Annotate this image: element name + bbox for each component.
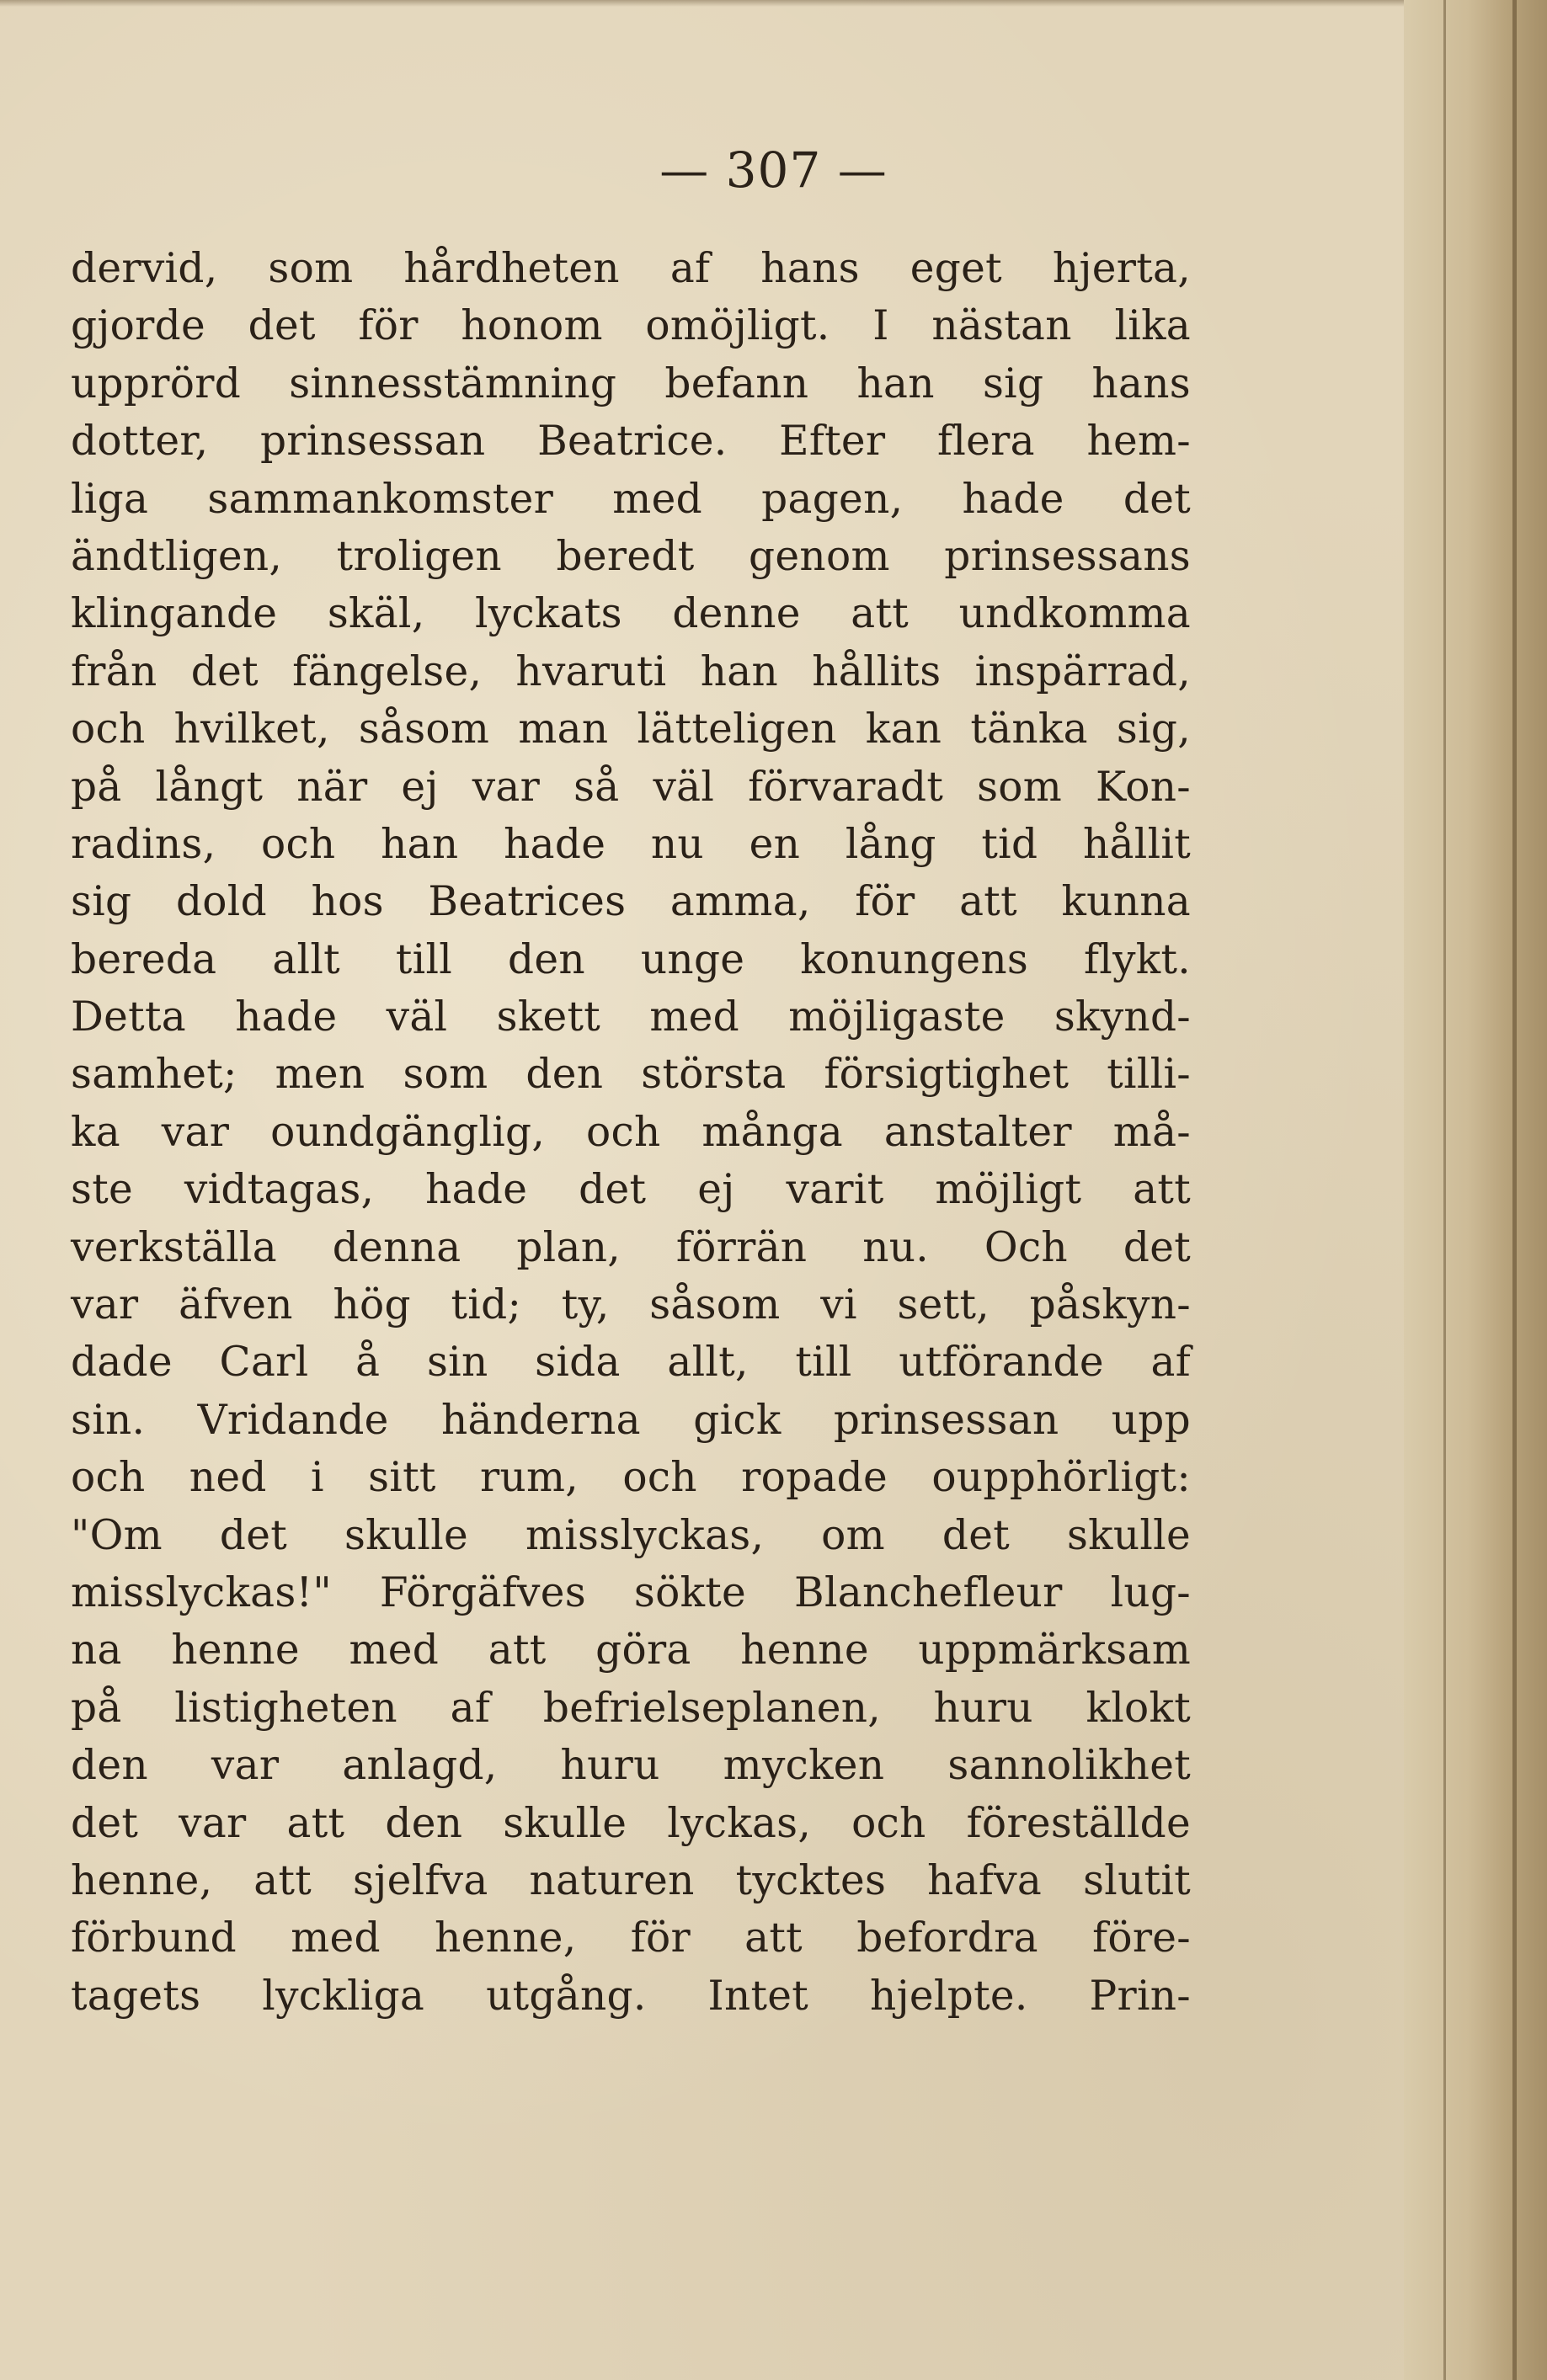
text-line: "Om det skulle misslyckas, om det skulle <box>71 1511 1191 1559</box>
text-line: ka var oundgänglig, och många anstalter må- <box>71 1108 1191 1156</box>
gutter-fold-line <box>1443 0 1446 2380</box>
text-line: dotter, prinsessan Beatrice. Efter flera hem- <box>71 418 1191 466</box>
text-line: bereda allt till den unge konungens flykt. <box>71 935 1191 983</box>
text-line: det var att den skulle lyckas, och föreställde <box>71 1799 1191 1847</box>
text-line: sin. Vridande händerna gick prinsessan upp <box>71 1396 1191 1444</box>
text-line: förbund med henne, för att befordra före- <box>71 1914 1191 1962</box>
page-number-header: — 307 — <box>659 141 888 199</box>
text-line: upprörd sinnesstämning befann han sig hans <box>71 359 1191 407</box>
text-line: misslyckas!" Förgäfves sökte Blanchefleur lug- <box>71 1568 1191 1616</box>
text-line: radins, och han hade nu en lång tid hållit <box>71 820 1191 868</box>
text-line: ste vidtagas, hade det ej varit möjligt att <box>71 1166 1191 1214</box>
text-line: på listigheten af befrielseplanen, huru klokt <box>71 1684 1191 1732</box>
body-text <box>71 240 1191 2025</box>
text-line: gjorde det för honom omöjligt. I nästan lika <box>71 302 1191 350</box>
text-line: och hvilket, såsom man lätteligen kan tänka sig, <box>71 705 1191 753</box>
text-line: tagets lyckliga utgång. Intet hjelpte. Prin- <box>71 1972 1191 2020</box>
text-line: den var anlagd, huru mycken sannolikhet <box>71 1742 1191 1790</box>
text-line: klingande skäl, lyckats denne att undkomma <box>71 590 1191 638</box>
text-line: var äfven hög tid; ty, såsom vi sett, påskyn- <box>71 1281 1191 1329</box>
text-line: sig dold hos Beatrices amma, för att kunna <box>71 878 1191 926</box>
text-line: ändtligen, troligen beredt genom prinsessans <box>71 532 1191 580</box>
text-line: liga sammankomster med pagen, hade det <box>71 475 1191 523</box>
text-line: verkställa denna plan, förrän nu. Och det <box>71 1223 1191 1271</box>
text-line: dervid, som hårdheten af hans eget hjerta, <box>71 245 1191 292</box>
text-line: Detta hade väl skett med möjligaste skynd- <box>71 993 1191 1041</box>
gutter-binding-line <box>1512 0 1517 2380</box>
page-gutter <box>1404 0 1547 2380</box>
text-line: från det fängelse, hvaruti han hållits inspärrad, <box>71 647 1191 695</box>
text-line: dade Carl å sin sida allt, till utförande af <box>71 1339 1191 1387</box>
text-line: på långt när ej var så väl förvaradt som Kon- <box>71 763 1191 811</box>
page-top-edge <box>0 0 1547 7</box>
text-line: henne, att sjelfva naturen tycktes hafva slutit <box>71 1856 1191 1904</box>
text-line: samhet; men som den största försigtighet tilli- <box>71 1051 1191 1099</box>
text-line: och ned i sitt rum, och ropade oupphörligt: <box>71 1454 1191 1502</box>
text-line: na henne med att göra henne uppmärksam <box>71 1627 1191 1675</box>
